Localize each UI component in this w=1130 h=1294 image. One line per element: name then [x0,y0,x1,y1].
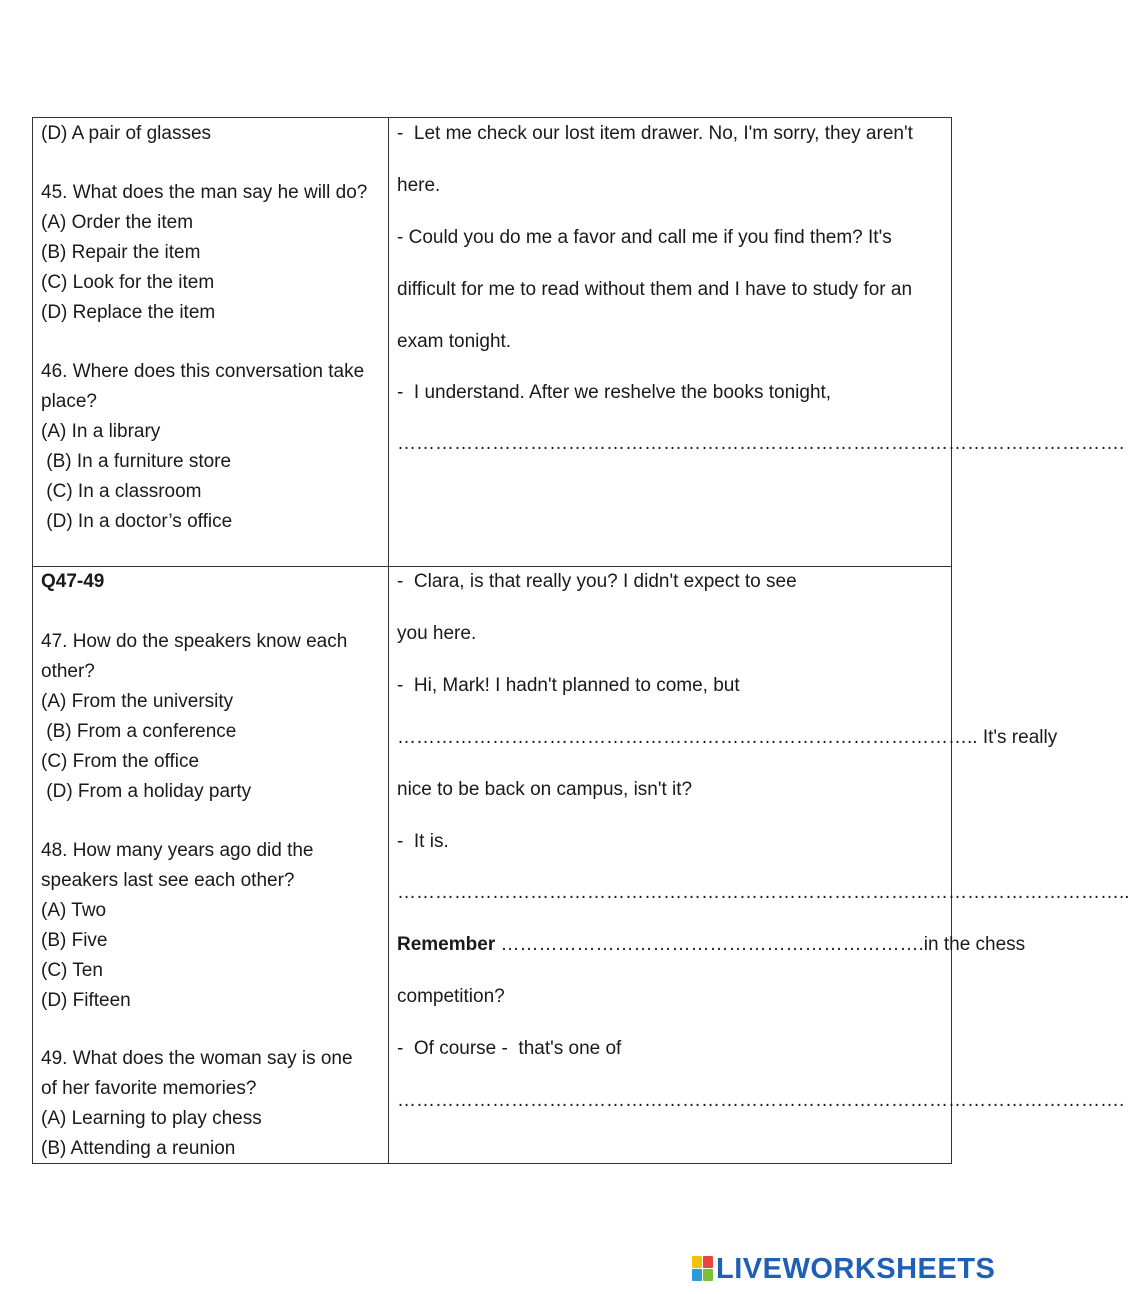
transcript-line: competition? [397,986,505,1007]
transcript-line: you here. [397,623,477,644]
transcript-line: - Could you do me a favor and call me if you find them? It's [397,227,892,248]
answer-option: (D) In a doctor’s office [41,511,233,532]
transcript-line: - Hi, Mark! I hadn't planned to come, but [397,675,740,696]
answer-option: (C) From the office [41,751,200,772]
row-divider [33,566,951,567]
answer-option: (D) Fifteen [41,990,131,1011]
answer-option: (C) Look for the item [41,272,215,293]
answer-option: (B) Repair the item [41,242,201,263]
question-text: place? [41,391,97,412]
worksheet-table [32,117,1130,1164]
question-text: other? [41,661,95,682]
transcript-line: - It is. [397,831,449,852]
answer-blank[interactable]: ……………………………………………………………………………………………………. [397,1090,1125,1111]
transcript-line: exam tonight. [397,331,512,352]
logo-blocks-icon [692,1256,714,1282]
answer-option: (D) Replace the item [41,302,216,323]
answer-option: (B) In a furniture store [41,451,232,472]
transcript-line: - Let me check our lost item drawer. No, I'm sorry, they aren't [397,123,913,144]
question-text: 47. How do the speakers know each [41,631,348,652]
question-text: 49. What does the woman say is one [41,1048,353,1069]
answer-blank[interactable]: …………………………………………………………………………………………………….. [397,882,1130,903]
transcript-line: nice to be back on campus, isn't it? [397,779,693,800]
transcript-line: - Of course - that's one of [397,1038,622,1059]
column-divider [388,118,389,1163]
answer-blank[interactable]: ……………………………………………………………………………………………………. [397,433,1125,454]
transcript-line: - I understand. After we reshelve the books tonight, [397,382,832,403]
answer-option: (B) From a conference [41,721,237,742]
liveworksheets-logo [692,1254,995,1284]
question-text: 46. Where does this conversation take [41,361,365,382]
question-text: speakers last see each other? [41,870,295,891]
answer-option: (C) Ten [41,960,103,981]
remember-label: Remember [397,934,496,955]
answer-option: (B) Five [41,930,108,951]
answer-option: (A) Two [41,900,107,921]
transcript-line: - Clara, is that really you? I didn't expect to see [397,571,797,592]
answer-blank[interactable]: ……………………………………………………………………………….. It's really [397,727,1058,748]
logo-text: LIVEWORKSHEETS [716,1252,996,1285]
question-text: (D) A pair of glasses [41,123,212,144]
transcript-line [397,933,1025,957]
section-heading: Q47-49 [41,571,105,592]
answer-option: (B) Attending a reunion [41,1138,236,1159]
answer-blank[interactable]: ………………………………………………………….in the chess [495,934,1026,955]
question-text: 48. How many years ago did the [41,840,314,861]
question-text: 45. What does the man say he will do? [41,182,368,203]
answer-option: (A) Order the item [41,212,194,233]
answer-option: (C) In a classroom [41,481,202,502]
transcript-line: difficult for me to read without them and I have to study for an [397,279,913,300]
answer-option: (A) Learning to play chess [41,1108,262,1129]
question-text: of her favorite memories? [41,1078,257,1099]
answer-option: (A) In a library [41,421,161,442]
answer-option: (D) From a holiday party [41,781,252,802]
transcript-line: here. [397,175,441,196]
answer-option: (A) From the university [41,691,234,712]
